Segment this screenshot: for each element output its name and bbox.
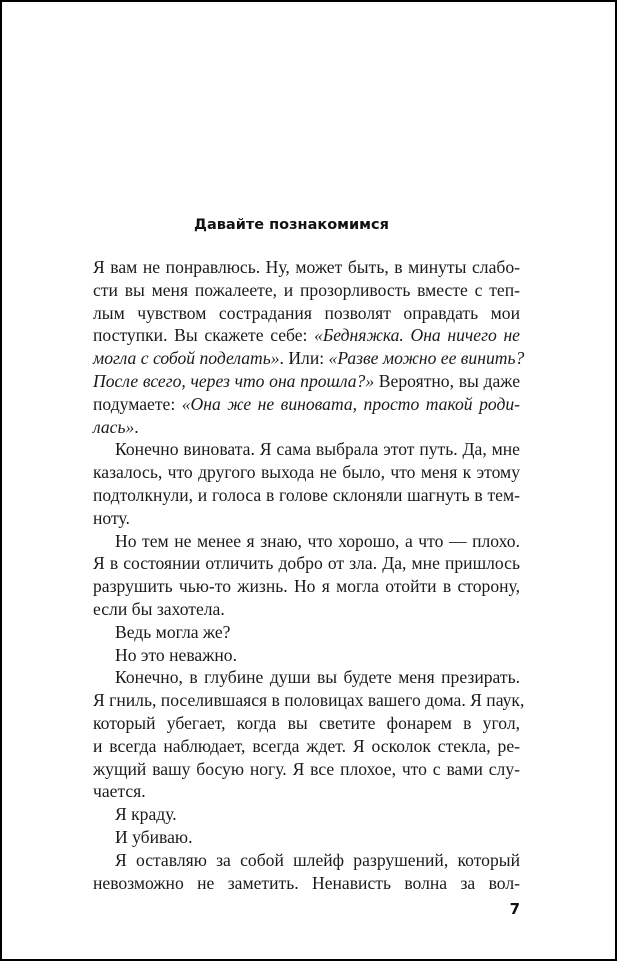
italic-text: лась» [93,416,135,437]
text-segment: Но это неважно. [115,644,237,665]
text-line [93,279,520,302]
text-segment: Ведь могла же? [115,621,231,642]
text-line [93,484,520,507]
text-line [93,370,520,393]
text-line [93,803,520,826]
text-segment: Конечно виновата. Я сама выбрала этот путь. Да, мне [115,439,520,460]
body-text [93,256,525,894]
text-line [93,666,520,689]
italic-text: «Бедняжка. Она ничего не [314,325,520,346]
text-segment: подумаете: [93,393,182,414]
text-segment: лым чувством сострадания позволят оправдать мои [93,302,520,323]
text-line [93,416,520,439]
text-segment: невозможно не заметить. Ненависть волна за вол- [93,872,520,893]
text-segment: поступки. Вы скажете себе: [93,325,315,346]
text-segment: жущий вашу босую ногу. Я все плохое, что с вами слу- [93,758,520,779]
text-line [93,826,520,849]
text-segment: если бы захотела. [93,598,225,619]
text-line [93,735,520,758]
text-segment: Но тем не менее я знаю, что хорошо, а что — плохо. [115,530,520,551]
text-segment: Я в состоянии отличить добро от зла. Да, мне пришлось [93,553,520,574]
text-segment: и всегда наблюдает, всегда ждет. Я осколок стекла, ре- [93,735,520,756]
text-segment: Я оставляю за собой шлейф разрушений, который [115,849,520,870]
text-segment: казалось, что другого выхода не было, что меня к этому [93,462,520,483]
chapter-title: Давайте познакомимся [194,217,389,233]
text-line [93,575,520,598]
text-line [93,758,520,781]
text-line [93,438,520,461]
text-line [93,598,520,621]
text-line [93,256,520,279]
text-segment: Конечно, в глубине души вы будете меня презирать. [115,667,520,688]
text-line [93,712,520,735]
text-line [93,644,520,667]
text-line [93,552,520,575]
text-segment: Я краду. [115,804,177,825]
text-segment: Я вам не понравлюсь. Ну, может быть, в минуты слабо- [93,257,520,277]
text-segment: разрушить чью-то жизнь. Но я могла отойти в сторону, [93,576,520,597]
text-line [93,689,525,712]
italic-text: После всего, через что она прошла?» [93,370,375,391]
text-segment: . [134,416,139,437]
text-segment: чается. [93,781,146,802]
text-line [93,393,520,416]
text-line [93,530,520,553]
text-segment: сти вы меня пожалеете, и прозорливость вместе с теп- [93,279,520,300]
text-segment: И убиваю. [115,826,193,847]
text-line [93,324,520,347]
italic-text: могла с собой поделать» [93,348,280,369]
text-line [93,461,520,484]
text-line [93,872,520,895]
text-line [93,780,520,803]
text-line [93,849,520,872]
text-segment: ноту. [93,507,130,528]
page-number: 7 [509,900,520,918]
italic-text: «Она же не виновата, просто такой роди- [181,393,521,414]
text-line [93,621,520,644]
text-segment: Вероятно, вы даже [374,370,520,391]
text-segment: . Или: [279,348,329,369]
text-segment: Я гниль, поселившаяся в половицах вашего дома. Я паук, [93,690,525,711]
text-line [93,302,520,325]
text-line [93,347,525,370]
text-line [93,507,520,530]
text-segment: подтолкнули, и голоса в голове склоняли шагнуть в тем- [93,484,520,505]
text-segment: который убегает, когда вы светите фонарем в угол, [93,712,520,733]
italic-text: «Разве можно ее винить? [328,348,525,369]
